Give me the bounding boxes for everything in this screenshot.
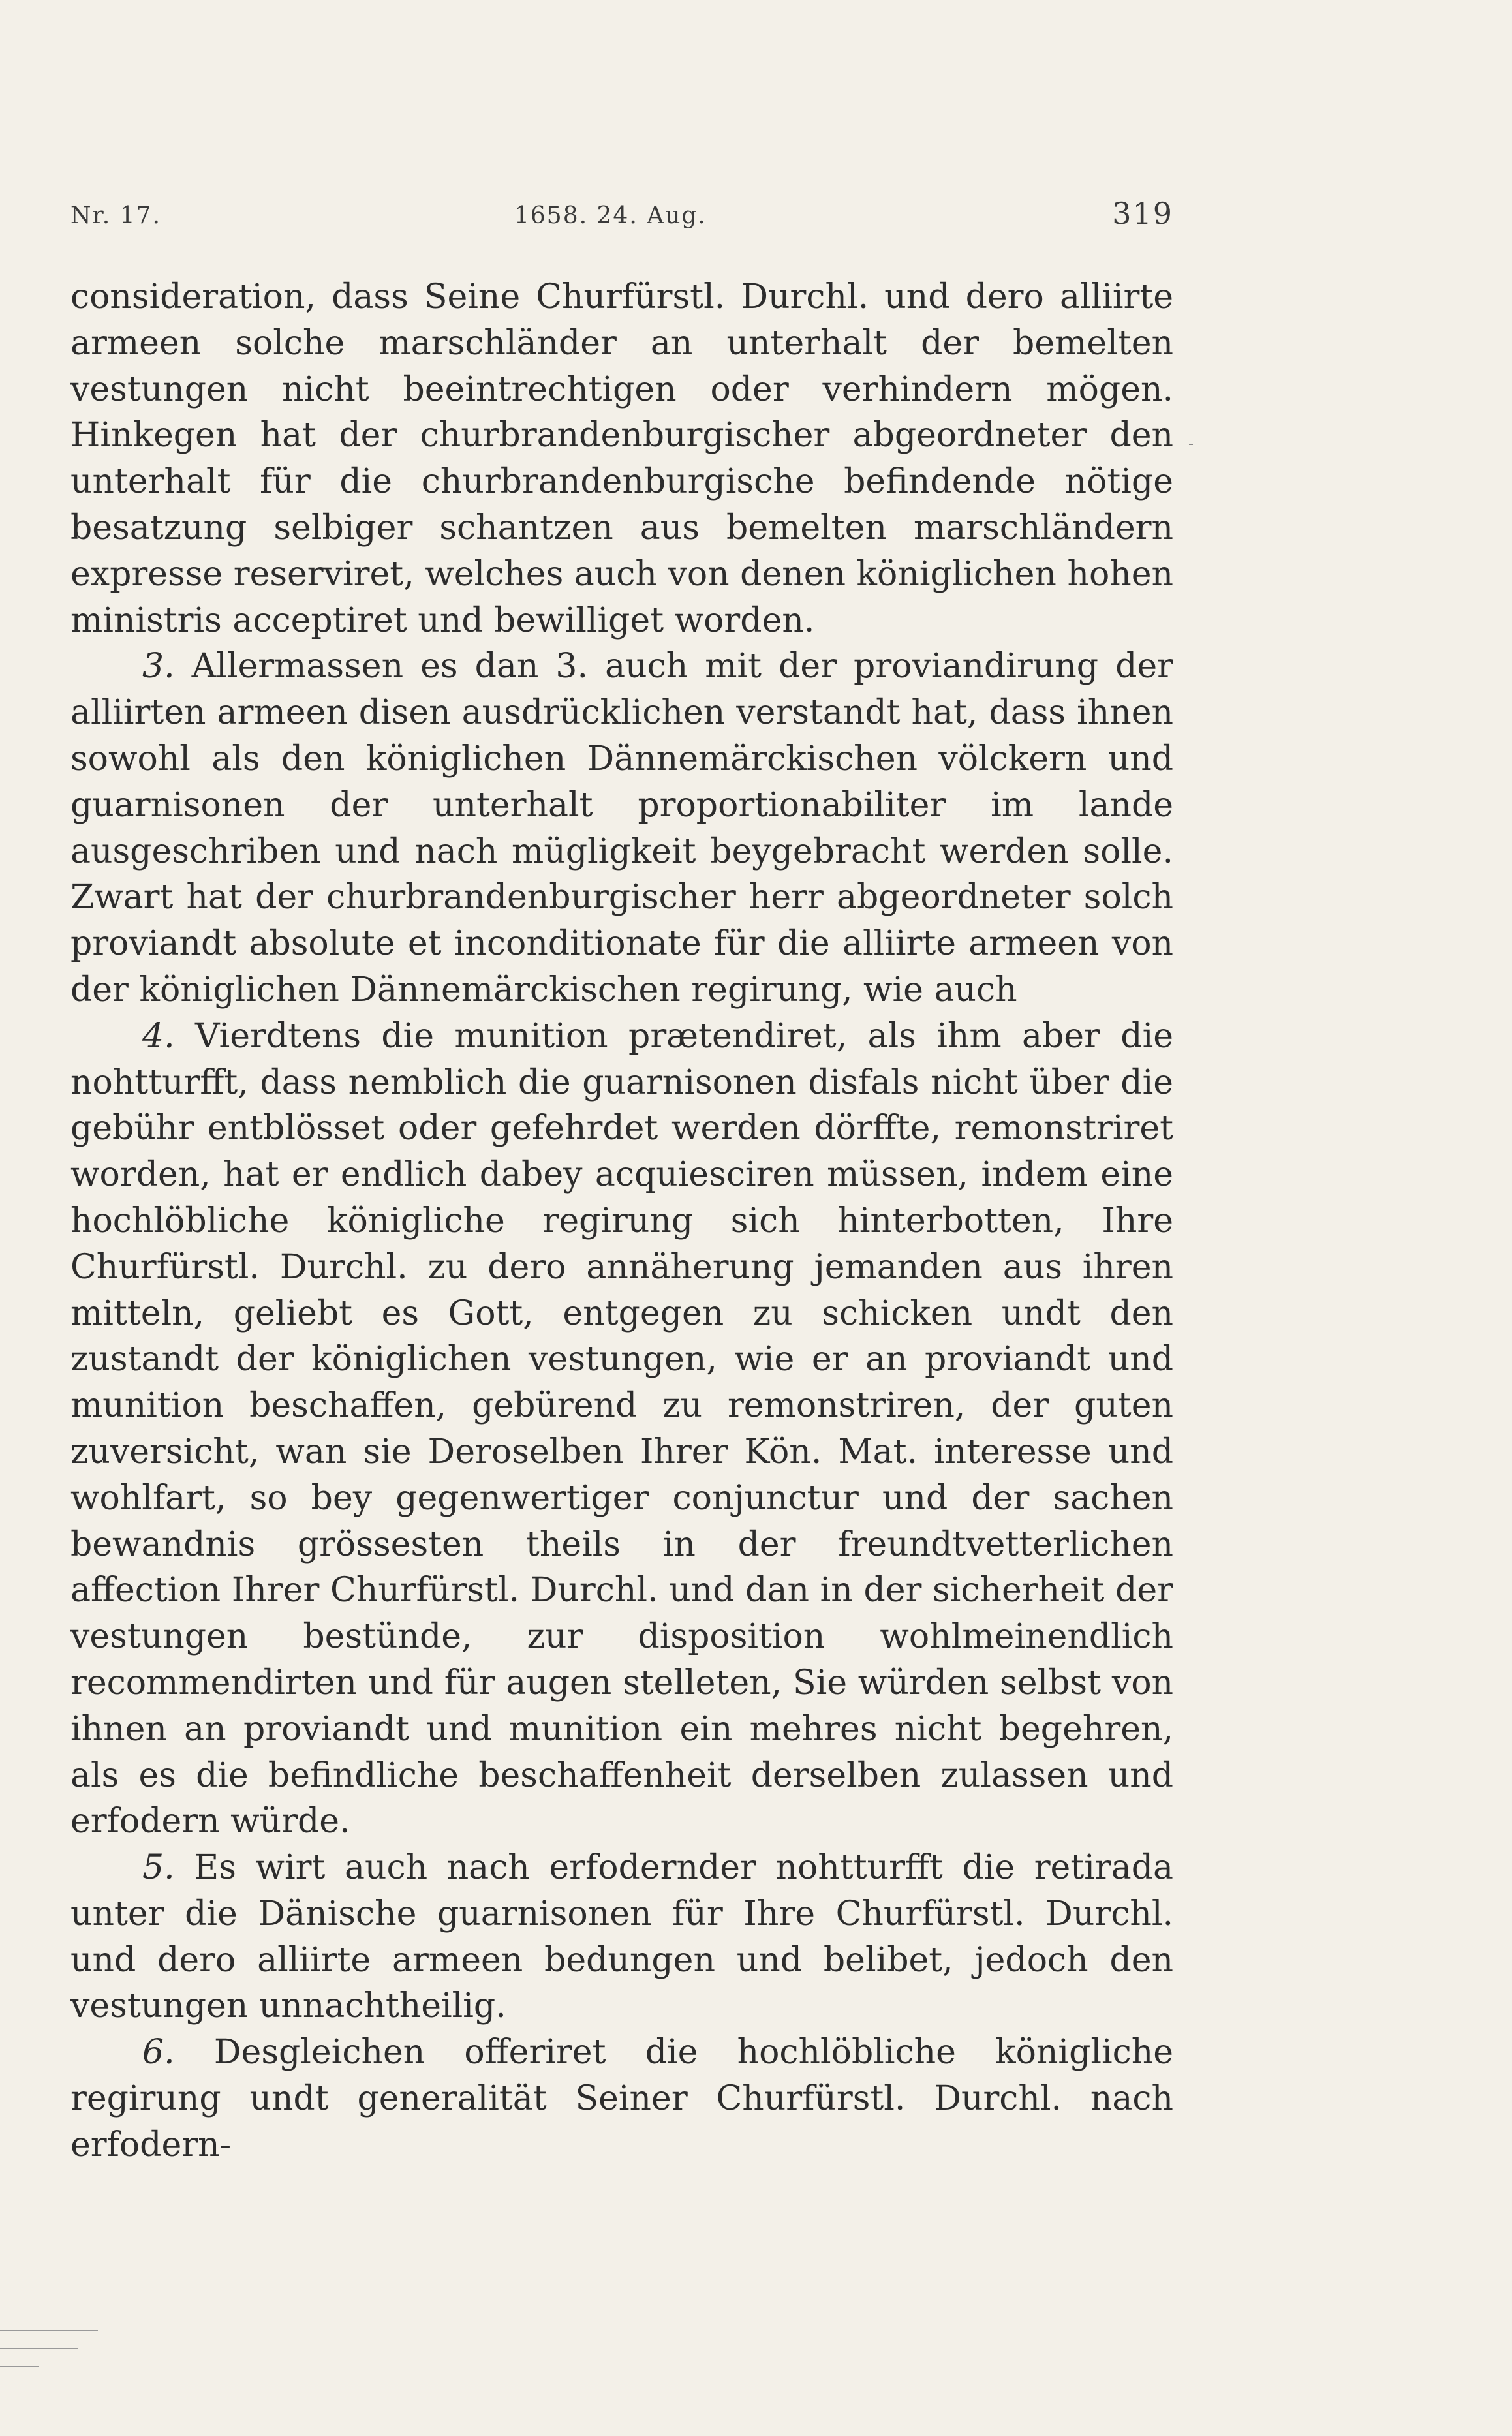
scan-line xyxy=(0,2366,39,2367)
paragraph-number: 4. xyxy=(142,1016,175,1056)
document-number: Nr. 17. xyxy=(70,202,161,229)
paragraph xyxy=(70,1013,1173,1845)
paragraph xyxy=(70,2029,1173,2168)
paragraph-text: consideration, dass Seine Churfürstl. Durchl. und dero alliirte armeen solche marschländer an unterhalt der bemelten vestungen nicht beeintrechtigen oder verhindern mögen. Hinkegen hat der churbrandenburgischer abgeordneter den unterhalt für die churbrandenburgische befindende nötige besatzung selbiger schantzen aus bemelten marschländern expresse reserviret, welches auch von denen königlichen hohen ministris acceptiret und bewilliget worden. xyxy=(70,277,1173,640)
margin-mark xyxy=(1189,444,1193,445)
document-date: 1658. 24. Aug. xyxy=(514,202,707,229)
paragraph-text: Es wirt auch nach erfodernder nohtturfft die retirada unter die Dänische guarnisonen für Ihre Churfürstl. Durchl. und dero alliirte armeen bedungen und belibet, jedoch den vestungen unnachtheilig. xyxy=(70,1848,1173,2026)
paragraph xyxy=(70,643,1173,1013)
paragraph-text: Allermassen es dan 3. auch mit der proviandirung der alliirten armeen disen ausdrücklichen verstandt hat, dass ihnen sowohl als den königlichen Dännemärckischen völckern und guarnisonen der unterhalt proportionabiliter im lande ausgeschriben und nach mügligkeit beygebracht werden solle. Zwart hat der churbrandenburgischer herr abgeordneter solch proviandt absolute et inconditionate für die alliirte armeen von der königlichen Dännemärckischen regirung, wie auch xyxy=(70,647,1174,1010)
paragraph-number: 3. xyxy=(142,647,175,686)
scan-edge-lines xyxy=(0,2330,98,2369)
paragraph-number: 5. xyxy=(142,1848,175,1888)
paragraph xyxy=(70,274,1173,643)
body-text xyxy=(70,274,1173,2168)
scan-line xyxy=(0,2348,78,2349)
paragraph-number: 6. xyxy=(142,2033,175,2073)
scan-line xyxy=(0,2330,98,2331)
running-header xyxy=(70,196,1173,241)
paragraph-text: Desgleichen offeriret die hochlöbliche königliche regirung undt generalität Seiner Churfürstl. Durchl. nach erfodern- xyxy=(70,2033,1174,2165)
page-number: 319 xyxy=(1112,196,1173,231)
paragraph-text: Vierdtens die munition prætendiret, als ihm aber die nohtturfft, dass nemblich die guarnisonen disfals nicht über die gebühr entblösset oder gefehrdet werden dörffte, remonstriret worden, hat er endlich dabey acquiesciren müssen, indem eine hochlöbliche königliche regirung sich hinterbotten, Ihre Churfürstl. Durchl. zu dero annäherung jemanden aus ihren mitteln, geliebt es Gott, entgegen zu schicken undt den zustandt der königlichen vestungen, wie er an proviandt und munition beschaffen, gebürend zu remonstriren, der guten zuversicht, wan sie Deroselben Ihrer Kön. Mat. interesse und wohlfart, so bey gegenwertiger conjunctur und der sachen bewandnis grössesten theils in der freundtvetterlichen affection Ihrer Churfürstl. Durchl. und dan in der sicherheit der vestungen bestünde, zur disposition wohlmeinendlich recommendirten und für augen stelleten, Sie würden selbst von ihnen an proviandt und munition ein mehres nicht begehren, als es die befindliche beschaffenheit derselben zulassen und erfodern würde. xyxy=(70,1016,1173,1842)
paragraph xyxy=(70,1845,1173,2029)
